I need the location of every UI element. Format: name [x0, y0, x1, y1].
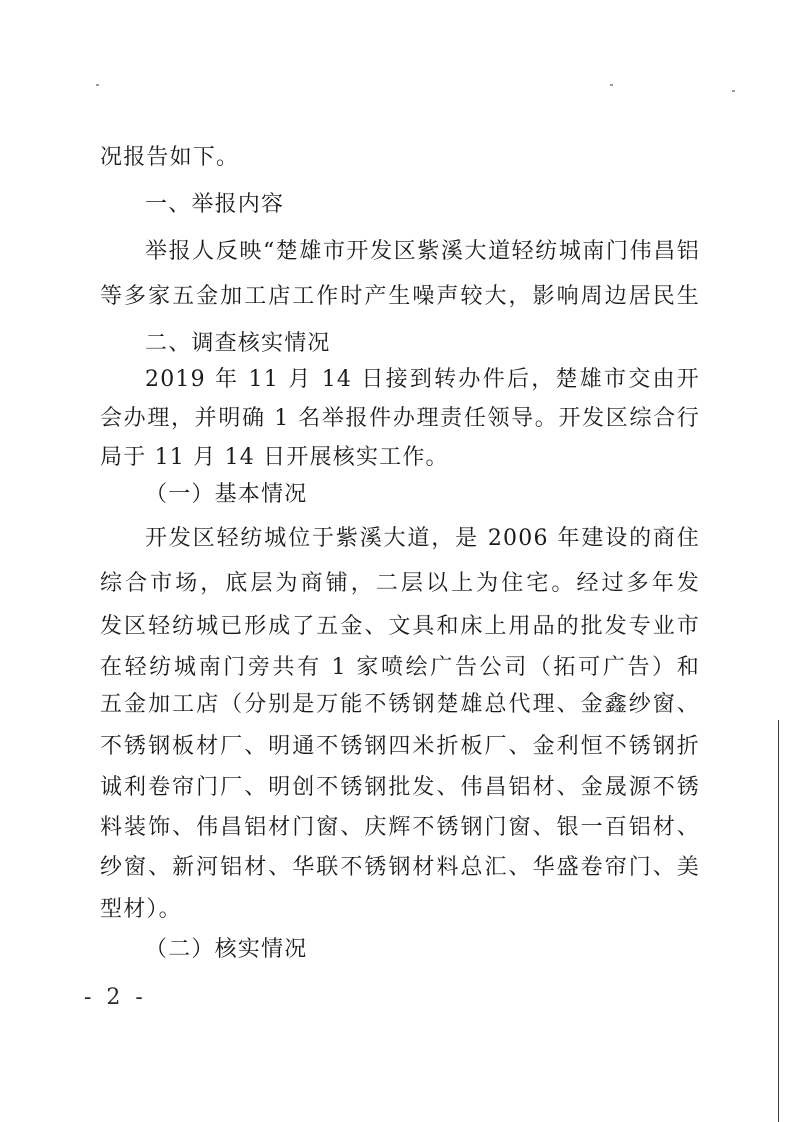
body-text-line: 料装饰、伟昌铝材门窗、庆辉不锈钢门窗、银一百铝材、	[100, 815, 700, 840]
body-text-line: 开发区轻纺城位于紫溪大道，是 2006 年建设的商住	[145, 526, 700, 551]
body-text-line: 局于 11 月 14 日开展核实工作。	[100, 445, 449, 470]
subsection-heading: （二）核实情况	[145, 937, 308, 962]
scan-edge-line	[778, 720, 779, 1122]
section-heading: 二、调查核实情况	[145, 331, 331, 356]
scan-speck	[610, 84, 613, 86]
page-number: - 2 -	[84, 985, 147, 1010]
body-text-line: 2019 年 11 月 14 日接到转办件后，楚雄市交由开	[145, 367, 700, 392]
body-text-line: 纱窗、新河铝材、华联不锈钢材料总汇、华盛卷帘门、美	[100, 855, 700, 880]
body-text-line: 不锈钢板材厂、明通不锈钢四米折板厂、金利恒不锈钢折	[100, 734, 700, 759]
body-text-line: 型材）。	[100, 897, 182, 922]
body-text-line: 五金加工店（分别是万能不锈钢楚雄总代理、金鑫纱窗、	[100, 692, 700, 717]
body-text-line: 诚利卷帘门厂、明创不锈钢批发、伟昌铝材、金晟源不锈	[100, 775, 700, 800]
body-text-line: 况报告如下。	[100, 145, 240, 170]
body-text-line: 在轻纺城南门旁共有 1 家喷绘广告公司（拓可广告）和	[100, 655, 700, 680]
body-text-line: 发区轻纺城已形成了五金、文具和床上用品的批发专业市	[100, 614, 700, 639]
scan-speck	[96, 84, 99, 86]
section-heading: 一、举报内容	[145, 192, 285, 217]
scan-speck	[732, 90, 735, 92]
body-text-line: 会办理，并明确 1 名举报件办理责任领导。开发区综合行	[100, 406, 700, 431]
subsection-heading: （一）基本情况	[145, 482, 308, 507]
body-text-line: 举报人反映“楚雄市开发区紫溪大道轻纺城南门伟昌铝	[145, 239, 700, 264]
body-text-line: 等多家五金加工店工作时产生噪声较大，影响周边居民生	[100, 284, 700, 309]
body-text-line: 综合市场，底层为商铺，二层以上为住宅。经过多年发	[100, 571, 700, 596]
